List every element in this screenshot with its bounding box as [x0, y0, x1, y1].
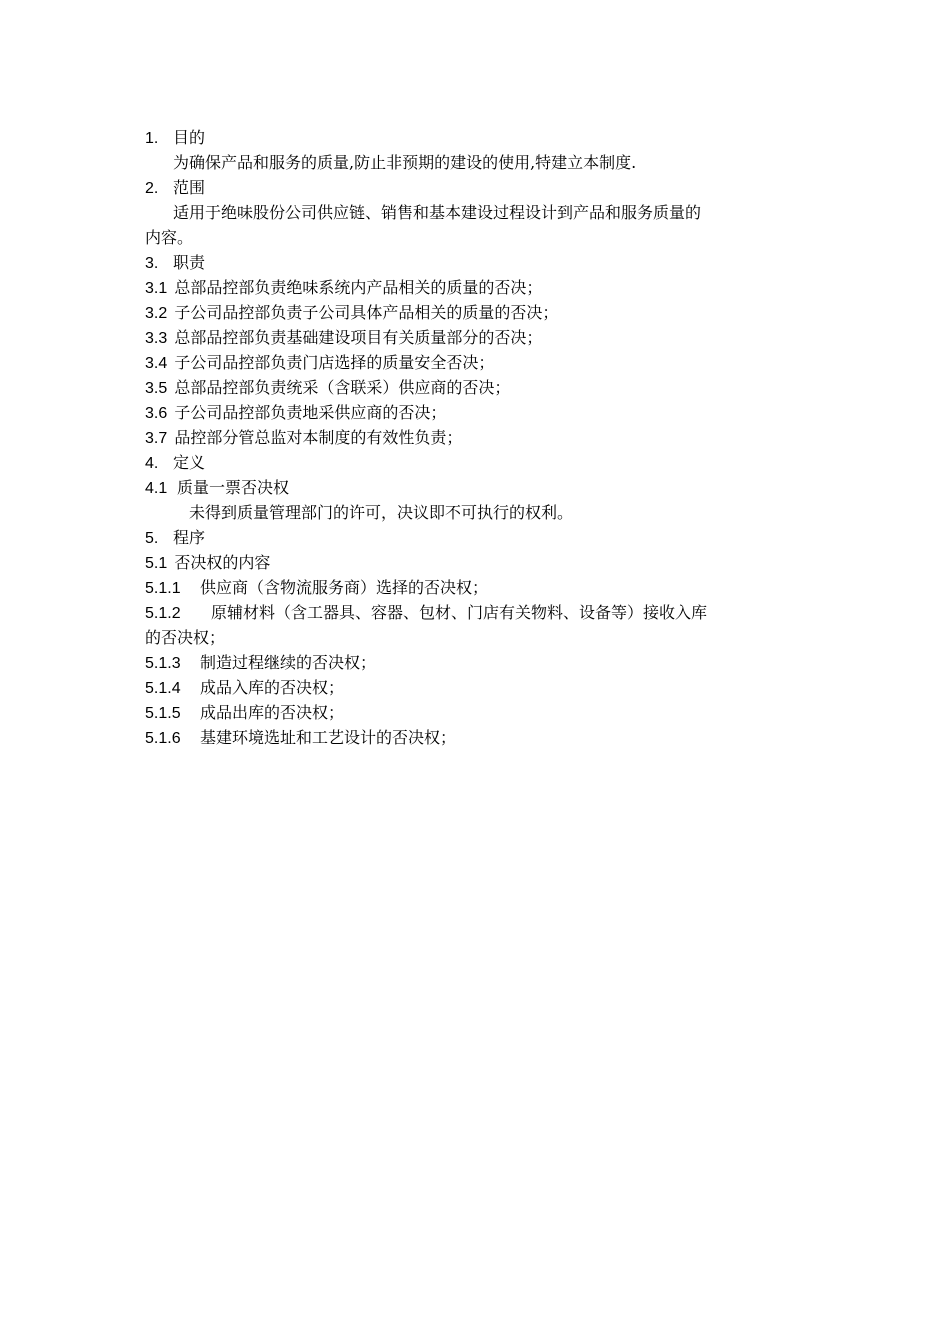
item-text: 成品出库的否决权； — [200, 703, 345, 722]
item-text: 总部品控部负责基础建设项目有关质量部分的否决； — [174, 328, 543, 347]
list-item — [145, 700, 810, 725]
item-number: 5.1.1 — [145, 580, 181, 597]
section-2-text-line-1: 适用于绝味股份公司供应链、销售和基本建设过程设计到产品和服务质量的 — [173, 203, 702, 222]
section-title: 目的 — [173, 128, 206, 147]
item-text: 品控部分管总监对本制度的有效性负责； — [174, 428, 463, 447]
section-number: 1. — [145, 130, 159, 147]
section-title: 职责 — [173, 253, 206, 272]
item-number: 5.1.4 — [145, 680, 181, 697]
section-number: 2. — [145, 180, 159, 197]
section-number: 5. — [145, 530, 159, 547]
item-text: 制造过程继续的否决权； — [200, 653, 377, 672]
list-item — [145, 725, 810, 750]
section-3-heading — [145, 250, 810, 275]
item-number: 5.1.2 — [145, 605, 181, 622]
section-2-text-line-2: 内容。 — [145, 228, 194, 247]
item-number: 5.1.6 — [145, 730, 181, 747]
section-5-heading — [145, 525, 810, 550]
section-number: 3. — [145, 255, 159, 272]
list-item — [145, 400, 810, 425]
item-number: 3.6 — [145, 405, 168, 422]
list-item-continuation: 的否决权； — [145, 628, 226, 647]
list-item — [145, 575, 810, 600]
item-number: 3.4 — [145, 355, 168, 372]
section-4-heading — [145, 450, 810, 475]
item-number: 3.7 — [145, 430, 168, 447]
section-1-text: 为确保产品和服务的质量,防止非预期的建设的使用,特建立本制度. — [173, 153, 637, 172]
item-number: 3.5 — [145, 380, 168, 397]
item-number: 3.3 — [145, 330, 168, 347]
list-item — [145, 675, 810, 700]
item-text: 成品入库的否决权； — [200, 678, 345, 697]
item-text: 基建环境选址和工艺设计的否决权； — [200, 728, 457, 747]
item-text: 子公司品控部负责地采供应商的否决； — [174, 403, 447, 422]
list-item — [145, 300, 810, 325]
subsection-4-1-heading — [145, 475, 810, 500]
section-number: 4. — [145, 455, 159, 472]
item-number: 3.2 — [145, 305, 168, 322]
section-title: 定义 — [173, 453, 206, 472]
item-text: 供应商（含物流服务商）选择的否决权； — [200, 578, 489, 597]
subsection-4-1-text: 未得到质量管理部门的许可，决议即不可执行的权利。 — [189, 503, 574, 522]
list-item — [145, 650, 810, 675]
item-text: 子公司品控部负责门店选择的质量安全否决； — [174, 353, 495, 372]
item-text: 总部品控部负责绝味系统内产品相关的质量的否决； — [174, 278, 543, 297]
item-text: 总部品控部负责统采（含联采）供应商的否决； — [174, 378, 511, 397]
section-1-heading — [145, 125, 810, 150]
item-number: 5.1.5 — [145, 705, 181, 722]
item-number: 5.1 — [145, 555, 168, 572]
list-item — [145, 275, 810, 300]
subsection-title: 质量一票否决权 — [177, 478, 290, 497]
section-title: 范围 — [173, 178, 206, 197]
document-body — [145, 125, 810, 750]
list-item — [145, 325, 810, 350]
subsection-title: 否决权的内容 — [174, 553, 271, 572]
item-text: 原辅材料（含工器具、容器、包材、门店有关物料、设备等）接收入库 — [211, 603, 708, 622]
item-number: 5.1.3 — [145, 655, 181, 672]
list-item — [145, 375, 810, 400]
item-number: 3.1 — [145, 280, 168, 297]
section-2-heading — [145, 175, 810, 200]
list-item — [145, 425, 810, 450]
subsection-5-1-heading — [145, 550, 810, 575]
list-item — [145, 600, 810, 625]
list-item — [145, 350, 810, 375]
item-number: 4.1 — [145, 480, 168, 497]
section-title: 程序 — [173, 528, 206, 547]
item-text: 子公司品控部负责子公司具体产品相关的质量的否决； — [174, 303, 559, 322]
